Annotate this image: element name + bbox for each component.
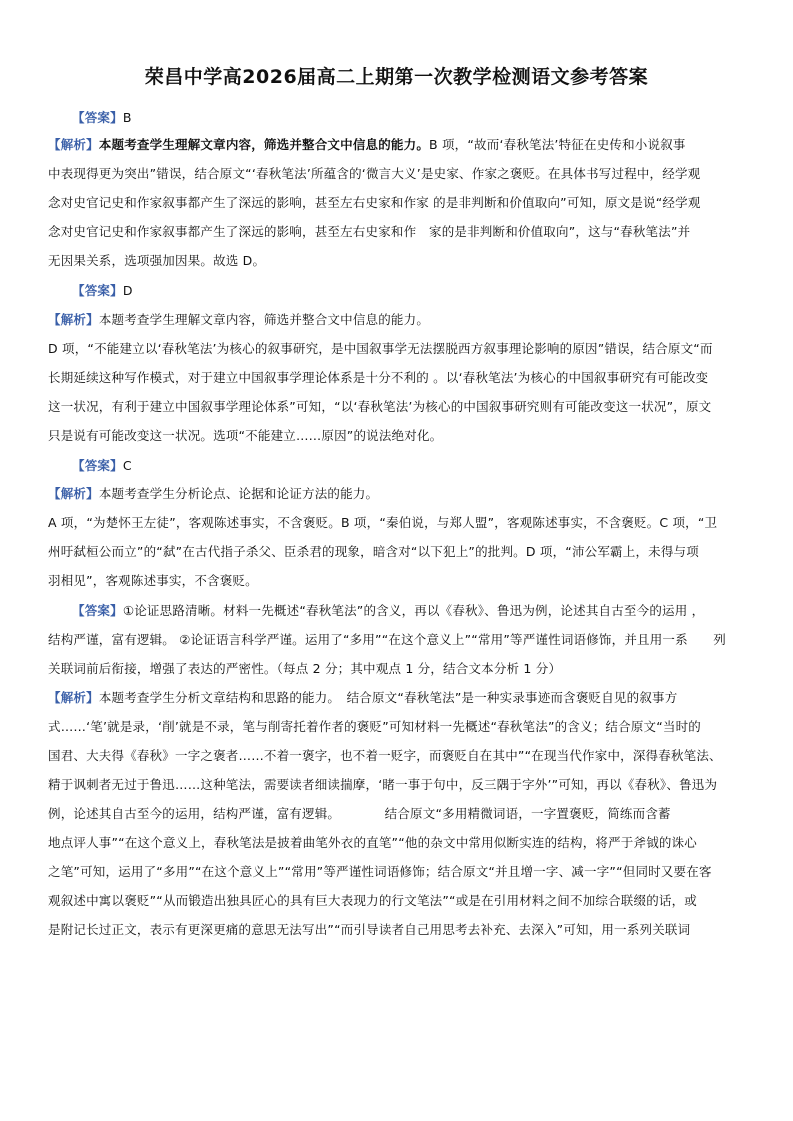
q4-text-1: 式……‘笔’就是录，‘削’就是不录，笔与削寄托着作者的褒贬”可知材料一先概述“春秋笔法”的含义；结合原文“当时的 xyxy=(48,719,701,734)
q4-answer-0: ①论证思路清晰。材料一先概述“春秋笔法”的含义，再以《春秋》、鲁迅为例，论述其自古至今的运用 ， xyxy=(122,603,705,618)
q3-answer-line xyxy=(72,456,772,474)
q4-text-5: 地点评人事”“在这个意义上，春秋笔法是披着曲笔外衣的直笔”“他的杂文中常用似断实连的结构，将严于斧钺的诛心 xyxy=(48,835,698,850)
q1-text-1: 中表现得更为突出”错误，结合原文“‘春秋笔法’所蕴含的‘微言大义’是史家、作家之褒贬。在具体书写过程中，经学观 xyxy=(48,166,701,181)
q2-answer-line xyxy=(72,281,772,299)
q4-text-6: 之笔”可知，运用了“多用”“在这个意义上”“常用”等严谨性词语修饰；结合原文“并且增一字、减一字”“但同时又要在客 xyxy=(48,864,712,879)
q1-text-4: 无因果关系，选项强加因果。故选 D。 xyxy=(48,253,266,268)
analysis-label: 【解析】 xyxy=(48,690,99,705)
q3-text-2: 羽相见”，客观陈述事实，不含褒贬。 xyxy=(48,573,258,588)
answer-label: 【答案】 xyxy=(72,110,123,125)
q1-analysis-line xyxy=(48,135,748,153)
q4-answer-2: 关联词前后衔接，增强了表达的严密性。（每点 2 分；其中观点 1 分，结合文本分析 1 分） xyxy=(48,661,562,676)
q3-text-1: 州吁弑桓公而立”的“弑”在古代指子杀父、臣杀君的现象，暗含对“以下犯上”的批判。D 项，“沛公军霸上，未得与项 xyxy=(48,544,699,559)
q3-analysis-line xyxy=(48,484,748,502)
q3-answer: C xyxy=(122,458,132,473)
q3-text-0: A 项，“为楚怀王左徒”，客观陈述事实，不含褒贬。B 项，“秦伯说，与郑人盟”，客观陈述事实，不含褒贬。C 项，“卫 xyxy=(48,515,718,530)
q4-text-4: 例，论述其自古至今的运用，结构严谨，富有逻辑。 结合原文“多用精微词语，一字置褒贬，简练而含蓄 xyxy=(48,806,671,821)
q4-analysis-lead: 本题考查学生分析文章结构和思路的能力。 xyxy=(98,690,334,705)
q2-analysis-lead: 本题考查学生理解文章内容，筛选并整合文中信息的能力。 xyxy=(98,312,430,327)
q3-analysis-lead: 本题考查学生分析论点、论据和论证方法的能力。 xyxy=(98,486,379,501)
q4-text-2: 国君、大夫得《春秋》一字之褒者……不着一褒字，也不着一贬字，而褒贬自在其中”“在现当代作家中，深得春秋笔法、 xyxy=(48,748,722,763)
q2-text-1: 长期延续这种写作模式，对于建立中国叙事学理论体系是十分不利的 。以‘春秋笔法’为核心的中国叙事研究有可能改变 xyxy=(48,370,709,385)
q1-text-0: B 项，“故而‘春秋笔法’特征在史传和小说叙事 xyxy=(429,137,686,152)
q4-analysis-line xyxy=(48,688,748,706)
q4-text-0: 结合原文“春秋笔法”是一种实录事迹而含褒贬自见的叙事方 xyxy=(333,690,678,705)
q4-text-8: 是附记长过正文，表示有更深更痛的意思无法写出”“而引导读者自己用思考去补充、去深入”可知，用一系列关联词 xyxy=(48,922,691,937)
analysis-label: 【解析】 xyxy=(48,137,99,152)
answer-label: 【答案】 xyxy=(72,458,123,473)
q4-answer-1: 结构严谨，富有逻辑。 ②论证语言科学严谨。运用了“多用”“在这个意义上”“常用”等严谨性词语修饰，并且用一系 列 xyxy=(48,632,726,647)
q2-text-0: D 项，“不能建立以‘春秋笔法’为核心的叙事研究，是中国叙事学无法摆脱西方叙事理论影响的原因”错误，结合原文“而 xyxy=(48,341,713,356)
q1-answer: B xyxy=(122,110,132,125)
q4-text-3: 精于讽刺者无过于鲁迅……这种笔法，需要读者细读揣摩，‘睹一事于句中，反三隅于字外’”可知，再以《春秋》、鲁迅为 xyxy=(48,777,718,792)
q1-text-2: 念对史官记史和作家叙事都产生了深远的影响，甚至左右史家和作家 的是非判断和价值取向”可知，原文是说“经学观 xyxy=(48,195,701,210)
q1-text-3: 念对史官记史和作家叙事都产生了深远的影响，甚至左右史家和作 家的是非判断和价值取向”，这与“春秋笔法”并 xyxy=(48,224,691,239)
analysis-label: 【解析】 xyxy=(48,486,99,501)
q1-analysis-lead: 本题考查学生理解文章内容，筛选并整合文中信息的能力。 xyxy=(98,137,430,152)
q1-answer-line xyxy=(72,108,772,126)
analysis-label: 【解析】 xyxy=(48,312,99,327)
q2-text-3: 只是说有可能改变这一状况。选项“不能建立……原因”的说法绝对化。 xyxy=(48,428,443,443)
answer-label: 【答案】 xyxy=(72,283,123,298)
q2-text-2: 这一状况，有利于建立中国叙事学理论体系”可知，“以‘春秋笔法’为核心的中国叙事研究则有可能改变这一状况”，原文 xyxy=(48,399,712,414)
q2-answer: D xyxy=(122,283,133,298)
page-title: 荣昌中学高2026届高二上期第一次教学检测语文参考答案 xyxy=(144,66,649,88)
q4-answer-line xyxy=(72,601,752,619)
q4-text-7: 观叙述中寓以褒贬”“从而锻造出独具匠心的具有巨大表现力的行文笔法”“或是在引用材料之间不加综合联缀的话，或 xyxy=(48,893,698,908)
answer-label: 【答案】 xyxy=(72,603,123,618)
q2-analysis-line xyxy=(48,310,748,328)
